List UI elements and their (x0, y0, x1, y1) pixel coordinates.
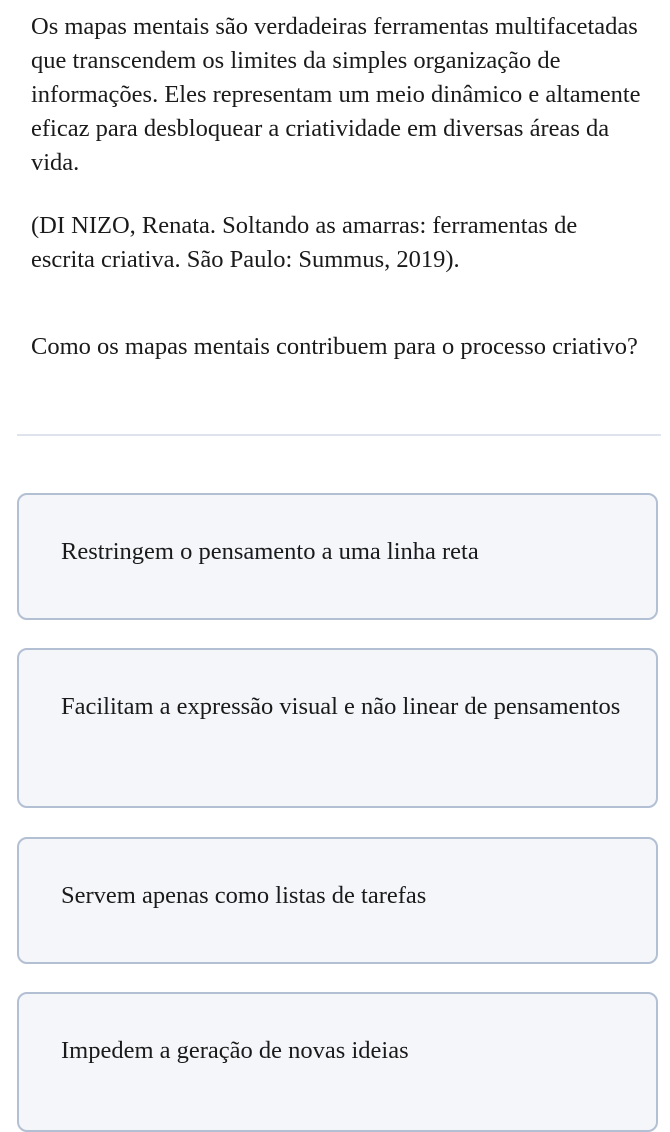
question-text: Como os mapas mentais contribuem para o processo criativo? (31, 333, 638, 360)
passage-text (31, 10, 643, 180)
answer-option-label: Servem apenas como listas de tarefas (61, 882, 427, 909)
answer-option-c[interactable] (17, 837, 658, 964)
answer-option-b[interactable] (17, 648, 658, 808)
answer-option-a[interactable] (17, 493, 658, 620)
answer-option-label: Restringem o pensamento a uma linha reta (61, 538, 479, 565)
divider (17, 434, 661, 436)
passage-paragraph: Os mapas mentais são verdadeiras ferramentas multifacetadas que transcendem os limites da simples organização de informações. Eles representam um meio dinâmico e altamente eficaz para desbloquear a criatividade em diversas áreas da vida. (31, 13, 641, 176)
passage-citation: (DI NIZO, Renata. Soltando as amarras: ferramentas de escrita criativa. São Paulo: Summus, 2019). (31, 212, 578, 273)
answer-option-label: Facilitam a expressão visual e não linear de pensamentos (61, 693, 621, 720)
answer-option-label: Impedem a geração de novas ideias (61, 1037, 409, 1064)
answer-option-d[interactable] (17, 992, 658, 1132)
